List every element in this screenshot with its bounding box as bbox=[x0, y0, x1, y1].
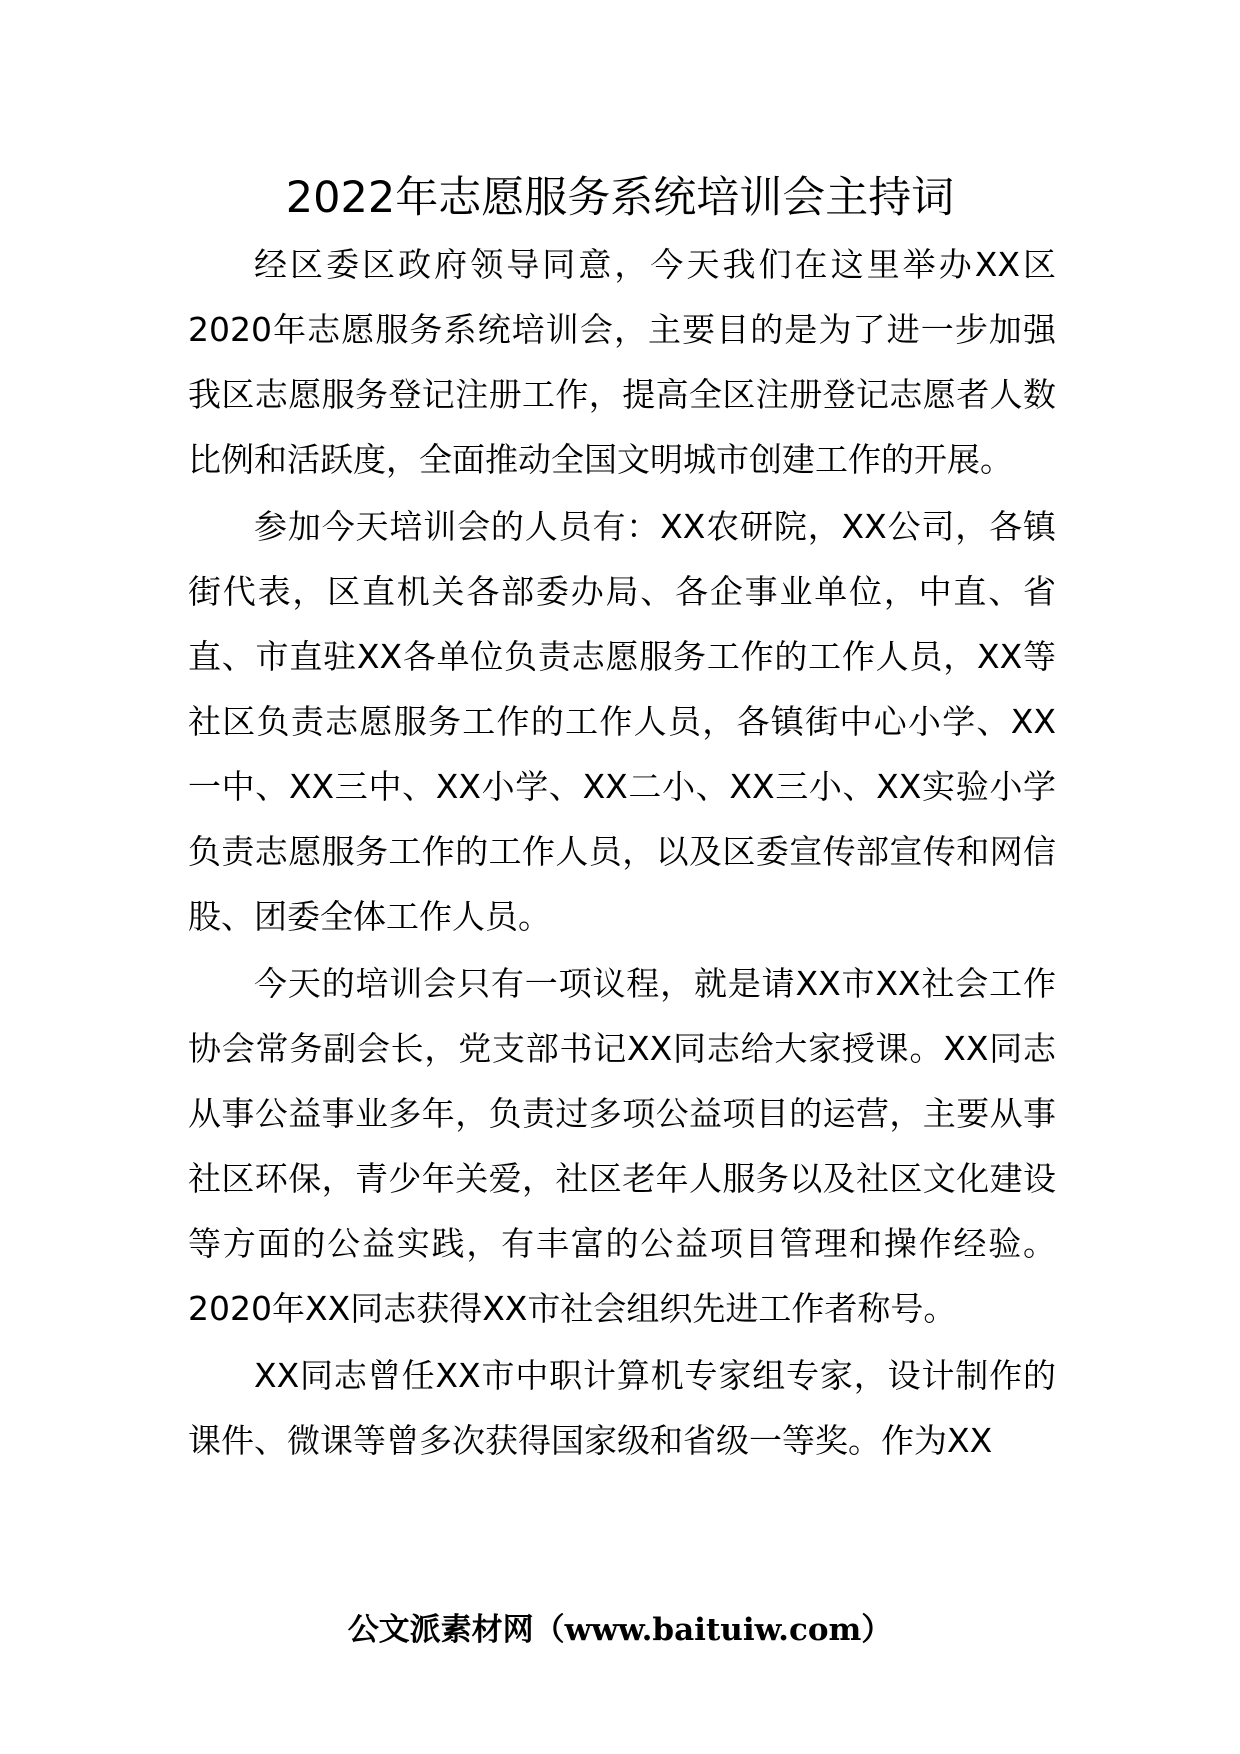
document-body bbox=[188, 232, 1056, 1475]
footer-watermark: 公文派素材网（www.baituiw.com） bbox=[347, 1612, 893, 1648]
paragraph-4: XX同志曾任XX市中职计算机专家组专家，设计制作的课件、微课等曾多次获得国家级和省级一等奖。作为XX bbox=[188, 1356, 1056, 1460]
paragraph-3: 今天的培训会只有一项议程，就是请XX市XX社会工作协会常务副会长，党支部书记XX同志给大家授课。XX同志从事公益事业多年，负责过多项公益项目的运营，主要从事社区环保，青少年关爱，社区老年人服务以及社区文化建设等方面的公益实践，有丰富的公益项目管理和操作经验。2020年XX同志获得XX市社会组织先进工作者称号。 bbox=[188, 964, 1056, 1328]
paragraph-1: 经区委区政府领导同意，今天我们在这里举办XX区2020年志愿服务系统培训会，主要目的是为了进一步加强我区志愿服务登记注册工作，提高全区注册登记志愿者人数比例和活跃度，全面推动全国文明城市创建工作的开展。 bbox=[188, 245, 1056, 479]
paragraph-2: 参加今天培训会的人员有：XX农研院，XX公司，各镇街代表，区直机关各部委办局、各企事业单位，中直、省直、市直驻XX各单位负责志愿服务工作的工作人员，XX等社区负责志愿服务工作的工作人员，各镇街中心小学、XX一中、XX三中、XX小学、XX二小、XX三小、XX实验小学负责志愿服务工作的工作人员，以及区委宣传部宣传和网信股、团委全体工作人员。 bbox=[188, 507, 1056, 936]
document-title: 2022年志愿服务系统培训会主持词 bbox=[285, 173, 955, 223]
